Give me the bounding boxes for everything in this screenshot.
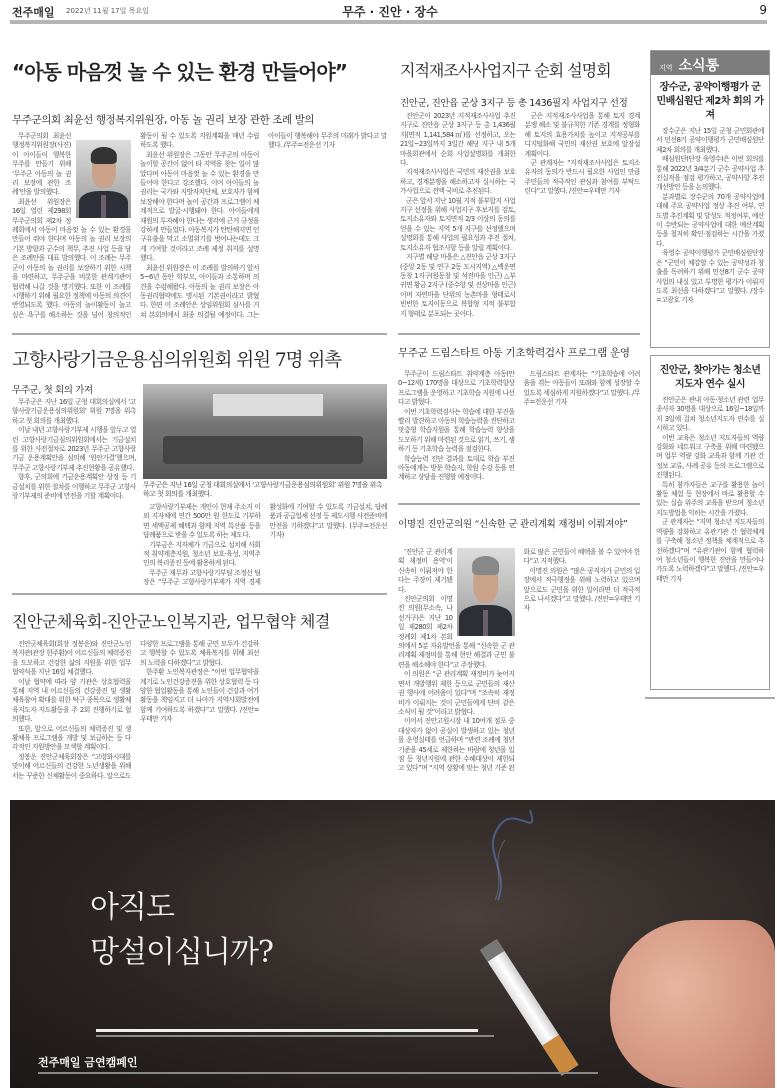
headline-sports-council: 진안군체육회-진안군노인복지관, 업무협약 체결 bbox=[12, 612, 330, 631]
ad-campaign-label: 전주매일 금연캠페인 bbox=[38, 1056, 138, 1069]
hand-icon bbox=[610, 920, 775, 1088]
subhead-hometown-fund: 무주군, 첫 회의 가져 bbox=[12, 385, 93, 396]
news-body-youth bbox=[651, 396, 769, 686]
paragraph: 최윤선 위원장은 그동안 무주군의 아동이 놀이할 공간이 없어 타 지역을 찾는 일이 많았다며 아동이 마음껏 놀 수 있는 환경을 만들어야 한다고 강조했다. 이어 아이들의 놀 권리는 국가와 지방자치단체, 보호자가 함께 보장해야 한다며 놀이 공간과 프로그램이 체계적으로 발굴·시행돼야 한다. 아이들에게 재원의 투자해야 한다는 생각에 근거 규정을 강하게 만들었다. 아동복지가 탄탄해지면 인구유출을 막고 소멸위기를 벗어나는데도 크게 기여할 것이라고 조례 제정 취지를 설명했다. bbox=[140, 150, 259, 263]
subhead-child-play: 무주군의회 최윤선 행정복지위원장, 아동 놀 권리 보장 관한 조례 발의 bbox=[12, 114, 315, 126]
photo-caption: 무주군은 지난 16일 군청 대회의실에서 ‘고향사랑기금운용심의위원회’ 위원 7명을 위촉하고 첫 회의를 개최했다. bbox=[143, 481, 383, 499]
ad-headline bbox=[90, 885, 273, 975]
paragraph: 학습능력 진단 결과를 토대로 학습 부진 아동에게는 방문 학습지, 학원 수강 등을 연계하고 상담을 진행할 예정이다. bbox=[398, 454, 515, 482]
paragraph: 이 의원은 “군 관리계획 재정비가 늦어지면서 개발행위 제한 등으로 군민들의 재산권 행사에 어려움이 있다”며 “조속히 재정비가 이뤄지는 것이 군민들에게 단비 같은 소식이 될 것”이라고 밝혔다. bbox=[398, 670, 515, 716]
ad-underline bbox=[96, 1029, 478, 1032]
ad-line-1: 아직도 bbox=[90, 890, 174, 925]
news-title-youth: 진안군, 찾아가는 청소년 지도자 연수 실시 bbox=[659, 365, 761, 390]
divider bbox=[12, 593, 387, 595]
paragraph: 진안군은 관내 아동·청소년 관련 업무 종사자 30명을 대상으로 16일~18일까지 3일에 걸쳐 청소년지도자 연수를 실시하고 있다. bbox=[656, 396, 764, 433]
paragraph: 정봉운 진안군체육회장은 “고령화시대를 맞이해 어르신들의 건강한 노년생활을 위해서는 꾸준한 신체활동이 중요하다. 앞으로도 다양한 프로그램을 통해 군민 모두가 건강하고 행복할 수 있도록 체육복지를 위해 최선의 노력을 다하겠다”고 밝혔다. bbox=[12, 640, 259, 780]
anti-smoking-ad bbox=[10, 800, 775, 1088]
article-body-dreamstart bbox=[398, 370, 640, 498]
paragraph: 한주환 노인복지관장은 “이번 업무협약을 계기로 노인건강증진을 위한 상호협력 등 다양한 협업활동을 통해 노인들이 건강과 여가활동을 책임지고 더 나아가 지역사회발전에 함께 기여하도록 하겠다”고 말했다. /진안=우태만 기자 bbox=[140, 668, 259, 724]
issue-date: 2022년 11월 17일 목요일 bbox=[66, 7, 149, 15]
paragraph: 또한, 앞으로 어르신들의 체력증진 및 생활체육 프로그램을 개발 및 보급하는 등 다각적인 지원방안을 모색할 계획이다. bbox=[12, 724, 131, 752]
paragraph: 무주군 재무과 고향사랑기부팀 조정선 팀장은 “무주군 고향사랑기부제가 지역 경제 활성화에 기여할 수 있도록 기금설치, 답례품과 공급업체 선정 등 제도시행 사전준비에 만전을 기하겠다”고 말했다. (무주=전운선 기자) bbox=[143, 503, 387, 587]
paragraph: 이날 내년 고향사랑기부제 시행을 앞두고 열린 고향사랑기금심의위원회에서는 기금설치를 위한 사전절차로 2023년 무주군 고향사랑기금 운용계획안을 심의해 ‘원안가결’했으며, 무주군 고향사랑기부제 추진현황을 공유했다. bbox=[12, 426, 136, 472]
ad-footer-rule bbox=[38, 1072, 598, 1074]
paragraph: 분과별로 장수군의 70개 공약사업에 대해 주요 공약사업 정상 추진 여부, 연도별 추진계획 및 달성도 적정여부, 예산이 수반되는 공약사업에 대한 예산계획 등을 철저히 확인·점검하는 시간을 가졌다. bbox=[656, 192, 764, 248]
article-body-hometown-col2 bbox=[143, 503, 387, 590]
paragraph: 향후, 군의회에 기금운용계획안 상정 등 기금설치를 위한 절차를 이행하고 무주군 고향사랑기부제의 준비에 만전을 기할 계획이다. bbox=[12, 473, 136, 501]
paragraph: 진안군체육회(회장 정봉운)와 진안군노인복지관(관장 한주환)이 어르신들의 체력증진을 도모하고 건강한 삶의 지원을 위한 업무협약식을 지난 16일 체결했다. bbox=[12, 640, 131, 677]
paragraph: 이명진 의원은 “많은 공직자가 군민의 입장에서 적극행정을 위해 노력하고 있으며 앞으로도 군민을 위한 일이라면 더 적극적으로 나서겠다”고 말했다. /진안=우태만 기자 bbox=[523, 566, 640, 613]
headline-councillor-lee: 이명진 진안군의원 “신속한 군 관리계획 재정비 이뤄져야” bbox=[398, 519, 628, 530]
paragraph: 지구별 해당 마을은 △진안읍 군상 3지구(중앙 2동 및 연구 2동 도시지역) △백운면 동창 1지구(원동창 및 석전마을 인근) △부귀면 황금 2지구 (중수항 및 진상마을 인근)이며 자연마을 단위의 농촌마을 형태로서 빈번한 토지이동으로 복합형 지적 불부합지 형태로 분포되는 곳이다. bbox=[400, 253, 516, 318]
news-label: 소식통 bbox=[678, 58, 720, 74]
paragraph: 군 관계자는 “지적재조사사업은 토지소유자의 동의가 반드시 필요한 사업인 만큼 주민들의 적극적인 관심과 참여를 부탁드린다”고 말했다. /진안=우태만 기자 bbox=[524, 159, 640, 196]
article-body-child-play bbox=[12, 132, 387, 328]
subhead-cadastral: 진안군, 진안읍 군상 3지구 등 총 1436필지 사업지구 선정 bbox=[400, 98, 628, 109]
paragraph: 드림스타트 관계자는 “기초학습에 어려움을 겪는 아동들이 또래와 함께 성장할 수 있도록 세심하게 지원하겠다”고 말했다. /무주=전운선 기자 bbox=[523, 370, 640, 407]
page-number: 9 bbox=[759, 3, 767, 17]
ad-line-2: 망설이십니까? bbox=[90, 935, 273, 970]
paragraph: 군은 앞서 지난 10월 지적 불부합지 사업지구 선정을 위해 사업지구 후보지를 검토, 토지소유자와 토지면적 2/3 이상의 동의를 얻을 수 있는 지역 5개 지구를 선정했으며 설명회를 통해 사업의 필요성과 추진 절차, 토지소유자 협조사항 등을 알릴 계획이다. bbox=[400, 196, 516, 252]
divider bbox=[398, 503, 640, 505]
banner bbox=[213, 394, 323, 416]
paragraph: 이번 교육은 청소년 지도자들의 역량 강화와 네트워크 구축을 위해 마련됐으며 업무 역량 강화 교육과 함께 기관 간 정보 교류, 사례 공유 등의 프로그램으로 진행된다. bbox=[656, 433, 764, 480]
paragraph: 기부금은 지자체가 기금으로 설치해 사회적 취약계층지원, 청소년 보호·육성, 지역주민의 복리증진 등에 활용하게 된다. bbox=[143, 540, 261, 568]
newspaper-brand: 전주매일 bbox=[12, 6, 55, 19]
paragraph: 육영수 공약이행평가 군민배심원단장은 “군민이 체감할 수 있는 공약성과 창출을 독려하기 위해 민선8기 군수 공약사업의 내실 있고 투명한 평가가 이뤄지도록 최선을 다하겠다”고 말했다. /장수=고광호 기자 bbox=[656, 249, 764, 305]
headline-dreamstart: 무주군 드림스타트 아동 기초학력검사 프로그램 운영 bbox=[398, 347, 630, 359]
paragraph: 고향사랑기부제는 개인이 현재 주소지 이외 지자체에 연간 500만 원 한도로 기부하면 세액공제 혜택과 함께 지역 특산품 등을 답례품으로 받을 수 있도록 하는 제도다. bbox=[143, 503, 261, 540]
paragraph: 이날 협약에 따라 양 기관은 상호협력을 통해 지역 내 어르신들의 건강증진 및 생활체육참여 확대를 위한 탁구 종목으로 생활체육지도자 지도활동을 주 2회 진행하기로 협의했다. bbox=[12, 677, 131, 724]
local-news-box bbox=[650, 50, 770, 348]
paragraph: 배심원단(단장 육영수)은 이번 회의를 통해 2022년 3/4분기 군수 공약사업 추진실적을 점검 평가하고, 공약사항 추진 개선방안 등을 논의했다. bbox=[656, 155, 764, 192]
paragraph: 진안군의회 이명진 의원(무소속, 나 선거구)은 지난 10일 제280회 제2차 정례회 제1차 본회의에서 5분 자유발언을 통해 “신속한 군 관리계획 재정비를 통해 현안 해결과 군민 불편을 해소해야 한다”고 주장했다. bbox=[398, 595, 515, 669]
councillor-lee-photo bbox=[457, 548, 515, 636]
paragraph: 장수군은 지난 15일 군청 군민회관에서 민선8기 공약이행평가 군민배심원단 제2차 회의를 개최했다. bbox=[656, 127, 764, 154]
paragraph: 무주군은 지난 16일 군청 대회의실에서 ‘고향사랑기금운용심의위원회’ 위원 7명을 위촉하고 첫 회의를 개최했다. bbox=[12, 398, 136, 425]
paragraph: 무주군이 드림스타트 취약계층 아동(만0~12세) 170명을 대상으로 기초학력향상 프로그램을 운영하고 기초학습 지원에 나선다고 밝혔다. bbox=[398, 370, 515, 407]
paragraph: ‘진안군 군 관리계획 재정비 용역’이 신속히 이뤄져야 한다는 주장이 제기됐다. bbox=[398, 548, 453, 594]
section-title: 무주 · 진안 · 장수 bbox=[342, 5, 438, 19]
divider bbox=[12, 333, 387, 335]
paragraph: 군 관계자는 “지역 청소년 지도자들의 역량을 강화하고 유관기관 간 협력체계를 구축해 청소년 정책을 체계적으로 추진하겠다”며 “유관기관이 함께 협력하여 청소년들이 행복한 진안을 만들어나가도록 노력하겠다”고 말했다. /진안=우태만 기자 bbox=[656, 518, 764, 583]
article-body-cadastral bbox=[400, 112, 640, 328]
paragraph: 최윤선 위원장은 이 조례를 발의하기 앞서 5~6년 동안 학부모, 아이들과 소통하며 의견을 수렴해왔다. 아동의 놀 권리 보장은 아동권리협약에도 명시된 기본권이라고 밝혔다. 한편 이 조례안은 상임위원회 심사를 거쳐 본회의에서 최종 의결될 예정이다. 그는 아이들이 행복해야 무주의 미래가 밝다고 말했다. /무주=전운선 기자 bbox=[140, 132, 387, 319]
committee-meeting-photo bbox=[143, 384, 387, 479]
news-title-jangsu: 장수군, 공약이행평가 군민배심원단 제2차 회의 가져 bbox=[656, 82, 764, 121]
paragraph: 이번 기초학력검사는 학습에 대한 부진을 빨리 발견하고 아동의 학습능력을 진단하고 맞춤형 학습지원을 통해 학습능력 향상을 도모하기 위해 마련된 것으로 읽기, 쓰기, 셈하기 등 기초학습 능력을 점검한다. bbox=[398, 407, 515, 454]
paragraph: 이어서 진안고원시장 내 10여개 점포 중 대상자가 없어 공실이 발생하고 있는 청년몰 운영실태를 언급하며 “관련 조례에 청년 기준을 45세로 제한하는 바람에 청년몰 입점 등 청년지원에 관한 수혜대상이 제한되고 있다”며 “지역 상황에 맞는 청년 기준 완화로 많은 군민들이 혜택을 볼 수 있어야 한다”고 지적했다. bbox=[398, 548, 640, 773]
paragraph: 군은 지적재조사사업을 통해 토지 경계분쟁 해소 및 불규칙한 기존 경계를 정형화해 토지의 효용가치를 높이고 지적공부를 디지털화해 국민의 재산권 보호에 앞장설 계획이다. bbox=[524, 112, 640, 158]
local-label: 지역 bbox=[659, 64, 673, 72]
divider bbox=[398, 333, 640, 335]
article-body-hometown-col1 bbox=[12, 398, 136, 588]
councillor-photo bbox=[76, 140, 131, 218]
news-body-jangsu bbox=[651, 127, 769, 359]
paragraph: 특히 참가자들은 교구를 활용한 놀이 활동 체험 등 현장에서 바로 활용할 수 있는 실습 위주의 교육을 받으며 청소년 지도방법을 익히는 시간을 가졌다. bbox=[656, 480, 764, 517]
paragraph: 지적재조사사업은 국민의 재산권을 보호하고, 경계분쟁을 해소하고자 실시하는 국가사업으로 전액 국비로 추진된다. bbox=[400, 168, 516, 196]
headline-hometown-fund: 고향사랑기금운용심의위원회 위원 7명 위촉 bbox=[12, 350, 342, 371]
divider bbox=[645, 697, 775, 699]
paragraph: 무주군의회 최윤선 행정복지위원장(사진)이 아이들이 행복한 무주를 만들기 위해 ‘무주군 아동의 놀 권리 보장에 관한 조례’안을 발의했다. bbox=[12, 132, 71, 197]
ad-underline-shadow bbox=[96, 1035, 494, 1037]
header-bar bbox=[10, 20, 767, 24]
local-news-header bbox=[651, 51, 769, 75]
paragraph: 진안군이 2023년 지적재조사사업 추진 지구로 진안읍 군상 3지구 등 총 1,436필지(면적 1,141,584㎡)를 선정하고, 오는 21일~23일까지 3일간 해당 지구 내 5개 마을회관에서 순회 사업설명회를 개최한다. bbox=[400, 112, 516, 168]
article-body-councillor-lee bbox=[398, 548, 640, 788]
paragraph: 최윤선 위원장은 16일 열린 제298회 무주군의회 제2차 정례회에서 아동이 마음껏 놀 수 있는 환경을 만들어 줘야 한다며 아동의 놀 권리 보장의 기본 방향과 군수의 책무, 추진 사업 등을 담은 조례안을 대표 발의했다. 이 조례는 무주군이 아동의 놀 권리를 보장하기 위한 시책을 마련하고, 무주군을 비롯한 관계기관이 협력해 나갈 것을 명기했다. 또한 이 조례를 시행하기 위해 필요한 정책에 아동의 의견이 반영되도록 했다. 아동의 놀이활동이 놀고 싶은 욕구를 해소하는 것을 넘어 창의적인 활동이 될 수 있도록 지원계획을 매년 수립하도록 했다. bbox=[12, 132, 259, 319]
headline-cadastral: 지적재조사사업지구 순회 설명회 bbox=[400, 61, 611, 80]
article-body-sports-council bbox=[12, 640, 387, 790]
conference-table bbox=[163, 436, 363, 464]
news-box-youth bbox=[650, 355, 770, 690]
headline-child-play: “아동 마음껏 놀 수 있는 환경 만들어야” bbox=[12, 60, 347, 84]
